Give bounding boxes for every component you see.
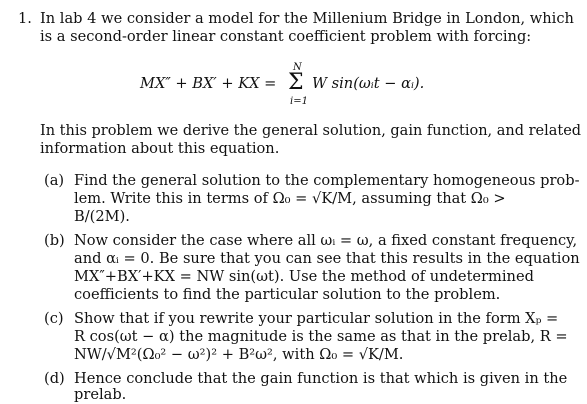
part-b-label: (b) (44, 232, 65, 249)
equation-lhs: MX″ + BX′ + KX = (140, 75, 277, 92)
part-c-line-3: NW/√M²(Ω₀² − ω²)² + B²ω², with Ω₀ = √K/M. (74, 346, 404, 363)
part-d-line-1: Hence conclude that the gain function is that which is given in the (74, 370, 568, 387)
part-a-line-2: lem. Write this in terms of Ω₀ = √K/M, assuming that Ω₀ > (74, 190, 506, 207)
body-line-2: information about this equation. (40, 140, 280, 157)
part-b-line-2: and αᵢ = 0. Be sure that you can see that this results in the equation (74, 250, 580, 267)
part-b-line-4: coefficients to find the particular solution to the problem. (74, 286, 501, 303)
part-b-line-3: MX″+BX′+KX = NW sin(ωt). Use the method of undetermined (74, 268, 534, 285)
body-line-1: In this problem we derive the general solution, gain function, and related (40, 122, 582, 139)
part-c-line-1: Show that if you rewrite your particular solution in the form Xₚ = (74, 310, 559, 327)
equation-term: W sin(ωᵢt − αᵢ). (312, 75, 425, 92)
intro-line-2: is a second-order linear constant coefficient problem with forcing: (40, 28, 532, 45)
part-a-label: (a) (44, 172, 65, 189)
part-d-label: (d) (44, 370, 65, 387)
part-c-line-2: R cos(ωt − α) the magnitude is the same as that in the prelab, R = (74, 328, 568, 345)
main-equation (140, 62, 440, 110)
summation-sign: Σ (288, 70, 304, 95)
part-a-line-1: Find the general solution to the complementary homogeneous prob- (74, 172, 580, 189)
sum-upper-limit: N (293, 62, 302, 73)
part-c-label: (c) (44, 310, 64, 327)
part-d-line-2: prelab. (74, 386, 127, 403)
sum-lower-limit: i=1 (290, 96, 308, 107)
intro-line-1: In lab 4 we consider a model for the Millenium Bridge in London, which (40, 10, 574, 27)
problem-number: 1. (18, 10, 32, 27)
part-b-line-1: Now consider the case where all ωᵢ = ω, a fixed constant frequency, (74, 232, 578, 249)
part-a-line-3: B/(2M). (74, 208, 130, 225)
